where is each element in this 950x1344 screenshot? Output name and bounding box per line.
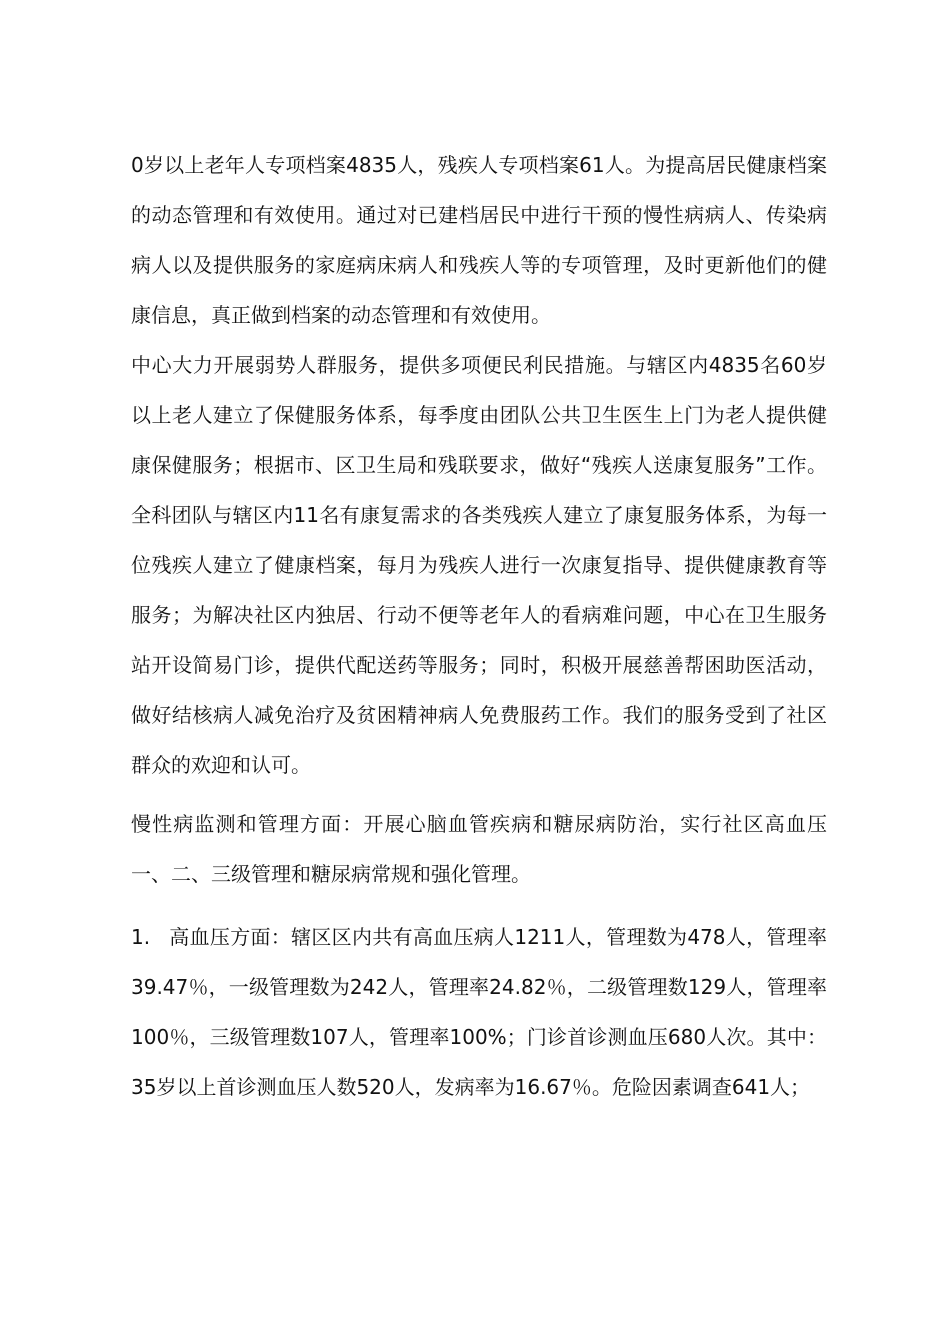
list-item-number: 1. [131,925,151,949]
list-item-text: 高血压方面：辖区区内共有高血压病人1211人，管理数为478人，管理率39.47％，一级管理数为242人，管理率24.82％，二级管理数129人，管理率100％，三级管理数107人，管理率100%；门诊首诊测血压680人次。其中：35岁以上首诊测血压人数520人，发病率为16.67％。危险因素调查641人； [131,925,827,1099]
list-item-hypertension [131,912,827,1112]
paragraph-chronic-disease: 慢性病监测和管理方面：开展心脑血管疾病和糖尿病防治，实行社区高血压一、二、三级管理和糖尿病常规和强化管理。 [131,812,827,886]
paragraph-vulnerable-groups: 中心大力开展弱势人群服务，提供多项便民利民措施。与辖区内4835名60岁以上老人建立了保健服务体系，每季度由团队公共卫生医生上门为老人提供健康保健服务；根据市、区卫生局和残联要求，做好“残疾人送康复服务”工作。全科团队与辖区内11名有康复需求的各类残疾人建立了康复服务体系，为每一位残疾人建立了健康档案，每月为残疾人进行一次康复指导、提供健康教育等服务；为解决社区内独居、行动不便等老年人的看病难问题，中心在卫生服务站开设简易门诊，提供代配送药等服务；同时，积极开展慈善帮困助医活动，做好结核病人减免治疗及贫困精神病人免费服药工作。我们的服务受到了社区群众的欢迎和认可。 [131,353,827,777]
document-body [131,140,827,1112]
paragraph-health-records: 0岁以上老年人专项档案4835人，残疾人专项档案61人。为提高居民健康档案的动态管理和有效使用。通过对已建档居民中进行干预的慢性病病人、传染病病人以及提供服务的家庭病床病人和残疾人等的专项管理，及时更新他们的健康信息，真正做到档案的动态管理和有效使用。 [131,153,827,327]
